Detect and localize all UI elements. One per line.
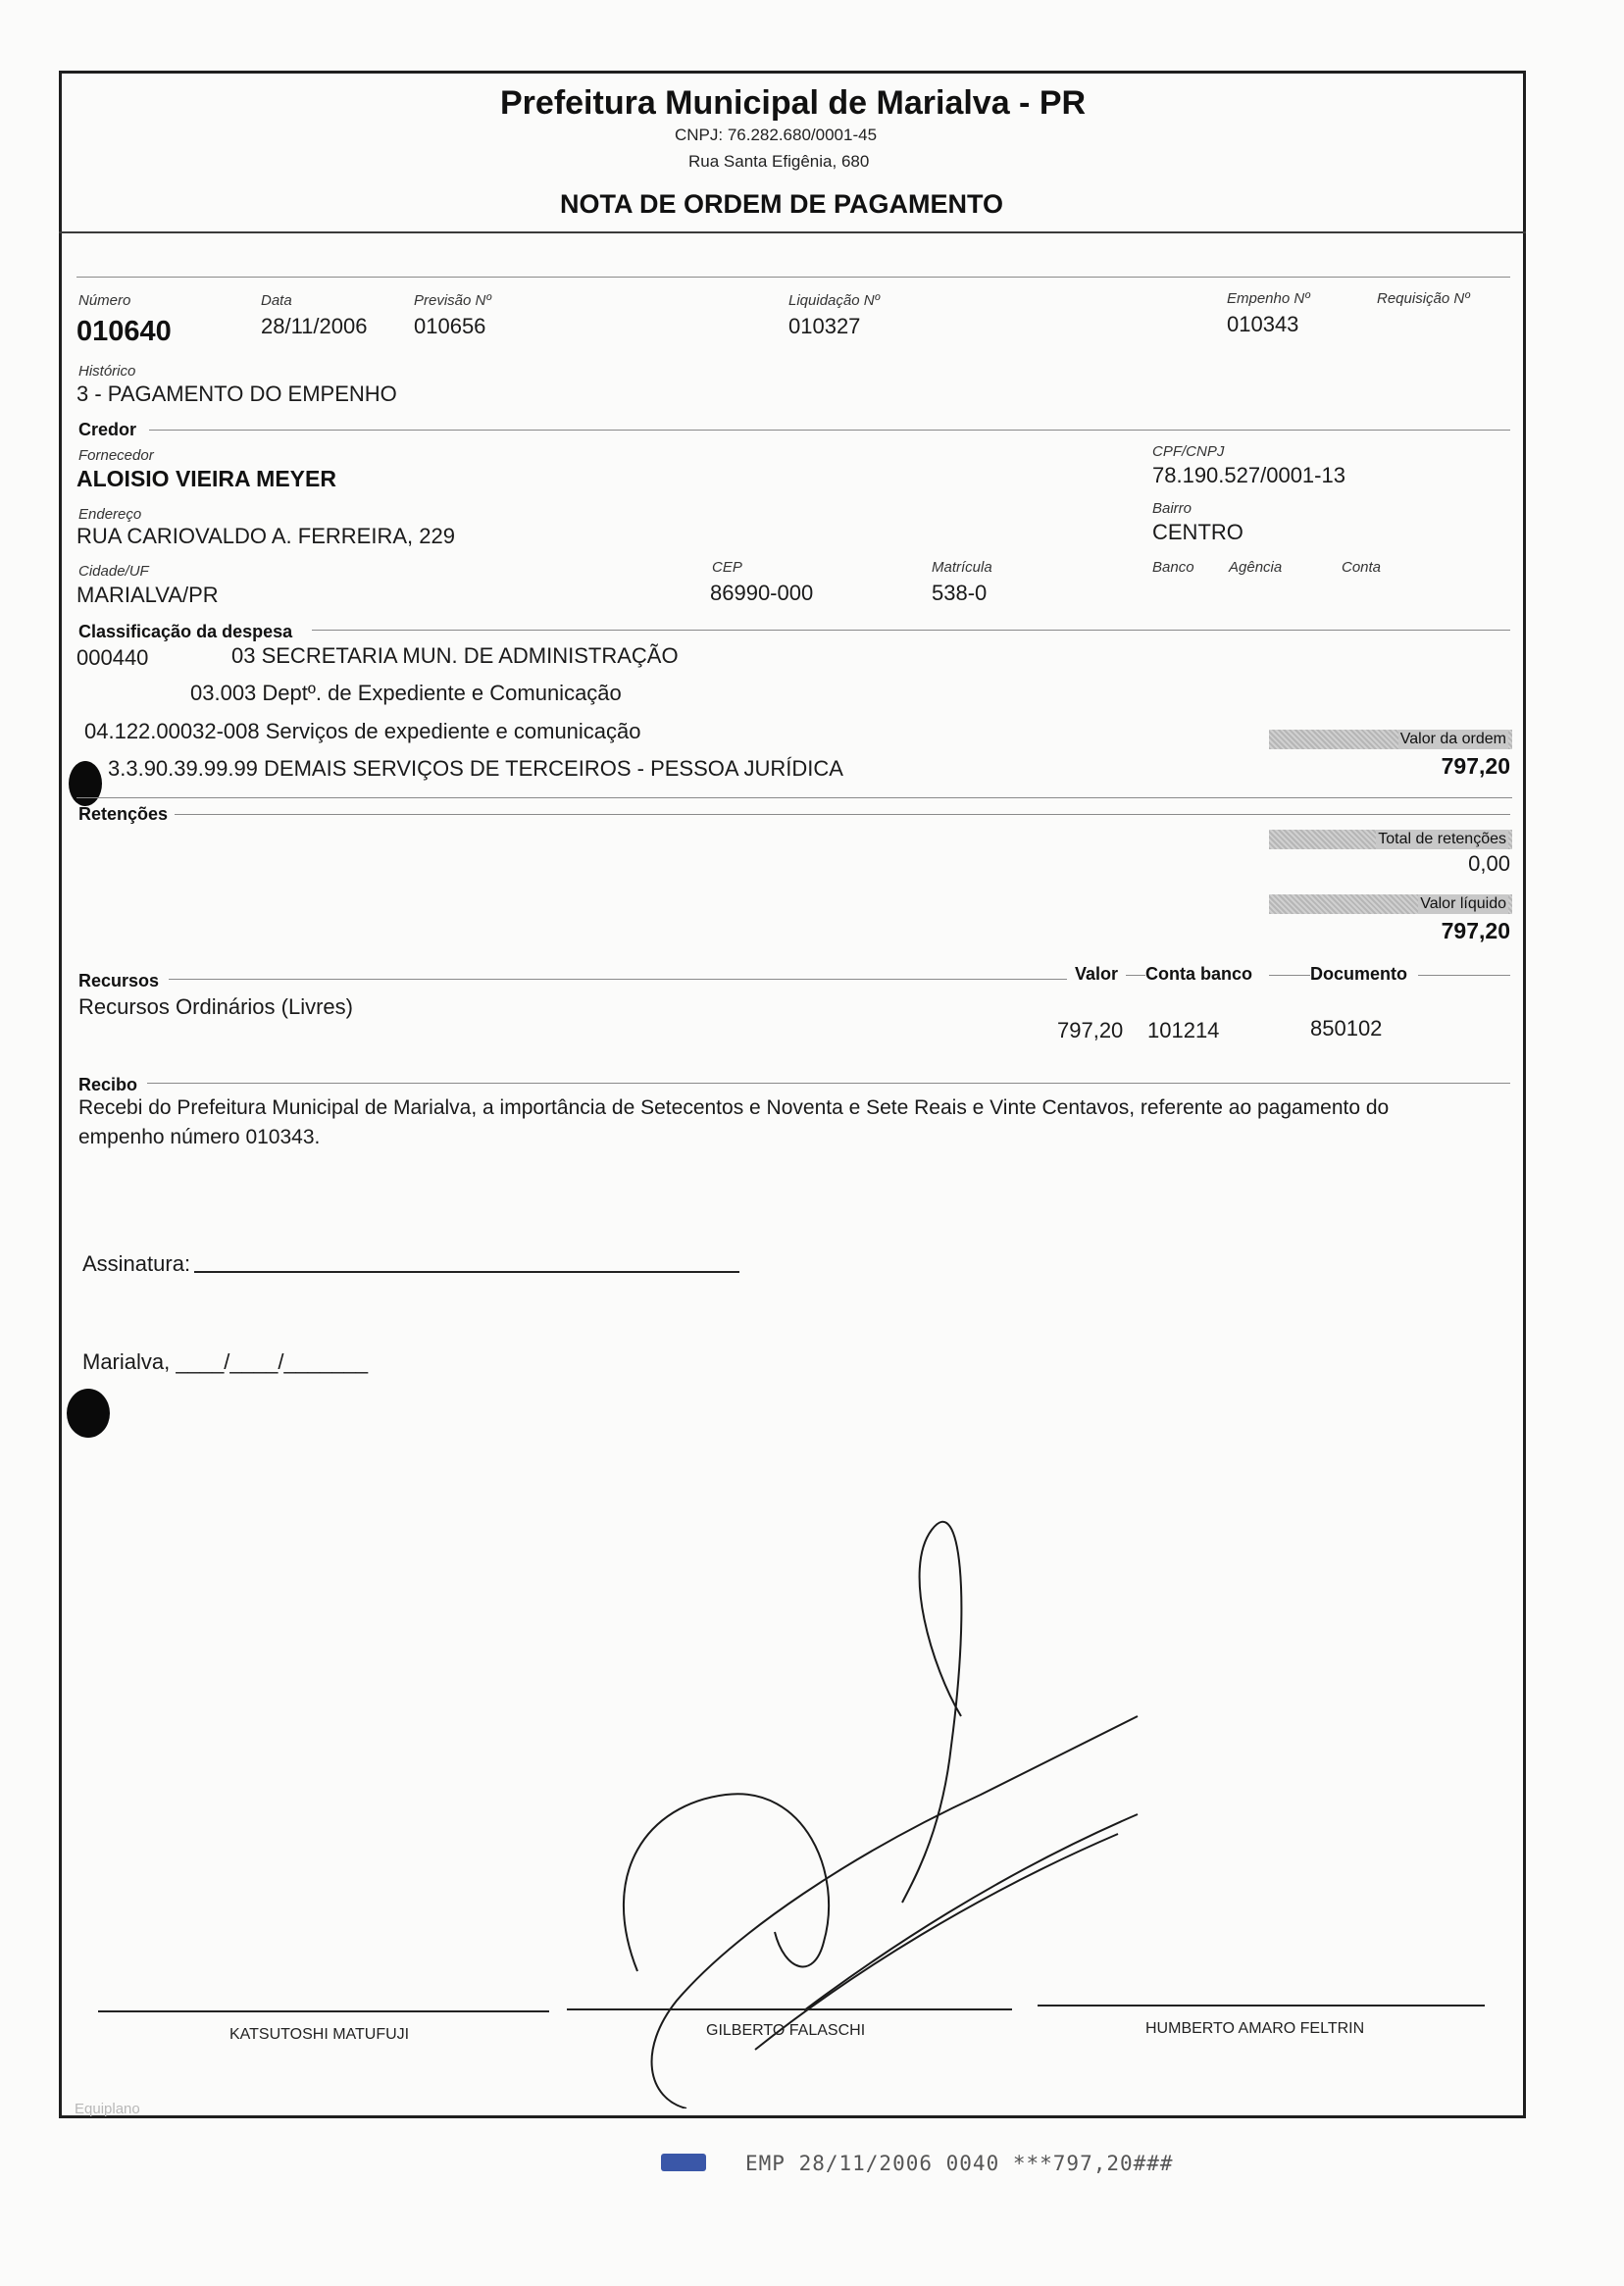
banco-label: Banco <box>1152 559 1194 576</box>
credor-section: Credor <box>78 420 137 439</box>
punch-hole <box>69 761 102 806</box>
software-watermark: Equiplano <box>75 2101 140 2117</box>
recursos-rule-4 <box>1418 975 1510 976</box>
previsao-value: 010656 <box>414 314 486 338</box>
credor-rule <box>149 430 1510 431</box>
classificacao-rule <box>312 630 1510 631</box>
document-title: NOTA DE ORDEM DE PAGAMENTO <box>560 189 1004 219</box>
classificacao-section: Classificação da despesa <box>78 622 293 641</box>
recibo-section: Recibo <box>78 1075 138 1094</box>
recursos-rule <box>169 979 1067 980</box>
valor-liquido-label: Valor líquido <box>1420 895 1506 912</box>
bank-logo-icon <box>661 2154 706 2171</box>
empenho-label: Empenho Nº <box>1227 290 1310 307</box>
classificacao-codigo: 000440 <box>76 645 149 670</box>
valor-liquido-value: 797,20 <box>1441 918 1510 943</box>
cep-label: CEP <box>712 559 742 576</box>
bairro-value: CENTRO <box>1152 520 1243 544</box>
cpf-label: CPF/CNPJ <box>1152 443 1225 460</box>
previsao-label: Previsão Nº <box>414 292 491 309</box>
total-retencoes-label: Total de retenções <box>1378 831 1506 847</box>
liquidacao-label: Liquidação Nº <box>788 292 881 309</box>
recursos-documento: 850102 <box>1310 1016 1383 1041</box>
recursos-rule-3 <box>1269 975 1310 976</box>
signatory-line-right <box>1038 2005 1485 2007</box>
conta-label: Conta <box>1342 559 1382 576</box>
historico-value: 3 - PAGAMENTO DO EMPENHO <box>76 381 397 406</box>
recibo-text-1: Recebi do Prefeitura Municipal de Marialva, a importância de Setecentos e Noventa e Sete Reais e Vinte Centavos, referente ao pagamento do <box>78 1096 1390 1119</box>
numero-label: Número <box>78 292 131 309</box>
endereco-label: Endereço <box>78 506 142 523</box>
agencia-label: Agência <box>1229 559 1283 576</box>
classificacao-orgao: 03 SECRETARIA MUN. DE ADMINISTRAÇÃO <box>231 643 679 668</box>
classificacao-elemento: 3.3.90.39.99.99 DEMAIS SERVIÇOS DE TERCEIROS - PESSOA JURÍDICA <box>108 756 843 781</box>
empenho-value: 010343 <box>1227 312 1299 336</box>
valor-ordem-label: Valor da ordem <box>1399 731 1506 747</box>
signatory-center: GILBERTO FALASCHI <box>706 2022 866 2039</box>
data-value: 28/11/2006 <box>261 314 368 338</box>
recursos-valor: 797,20 <box>1057 1018 1124 1042</box>
cidade-value: MARIALVA/PR <box>76 583 219 607</box>
recursos-rule-2 <box>1126 975 1145 976</box>
recursos-valor-label: Valor <box>1075 964 1119 984</box>
signatory-right: HUMBERTO AMARO FELTRIN <box>1145 2020 1365 2037</box>
municipality-title: Prefeitura Municipal de Marialva - PR <box>500 84 1087 122</box>
recursos-documento-label: Documento <box>1310 964 1407 984</box>
bank-stamp: EMP 28/11/2006 0040 ***797,20### <box>745 2152 1174 2175</box>
cnpj-line: CNPJ: 76.282.680/0001-45 <box>675 126 878 144</box>
punch-hole <box>67 1389 110 1438</box>
retencoes-section: Retenções <box>78 804 169 824</box>
assinatura-line <box>194 1271 739 1273</box>
recursos-section: Recursos <box>78 971 160 991</box>
fornecedor-label: Fornecedor <box>78 447 154 464</box>
endereco-value: RUA CARIOVALDO A. FERREIRA, 229 <box>76 524 455 548</box>
recursos-conta: 101214 <box>1147 1018 1220 1042</box>
recibo-rule <box>147 1083 1510 1084</box>
total-retencoes-bar <box>1269 830 1512 849</box>
assinatura-label: Assinatura: <box>82 1251 191 1276</box>
recursos-descricao: Recursos Ordinários (Livres) <box>78 994 353 1019</box>
total-retencoes-value: 0,00 <box>1468 851 1510 876</box>
cpf-value: 78.190.527/0001-13 <box>1152 463 1345 487</box>
retencoes-rule-top <box>76 797 1512 798</box>
matricula-label: Matrícula <box>932 559 992 576</box>
requisicao-label: Requisição Nº <box>1377 290 1470 307</box>
signatory-line-left <box>98 2010 549 2012</box>
header-divider <box>59 231 1526 233</box>
numero-value: 010640 <box>76 316 172 347</box>
matricula-value: 538-0 <box>932 581 988 605</box>
data-label: Data <box>261 292 292 309</box>
recursos-conta-label: Conta banco <box>1145 964 1253 984</box>
valor-ordem-value: 797,20 <box>1441 753 1510 779</box>
valor-ordem-bar <box>1269 730 1512 749</box>
local-data-line: Marialva, ____/____/_______ <box>82 1349 369 1374</box>
address-line: Rua Santa Efigênia, 680 <box>688 152 870 171</box>
cep-value: 86990-000 <box>710 581 814 605</box>
valor-liquido-bar <box>1269 894 1512 914</box>
retencoes-rule <box>175 814 1510 815</box>
numbers-rule <box>76 277 1510 278</box>
signatory-line-center <box>567 2008 1012 2010</box>
signatory-left: KATSUTOSHI MATUFUJI <box>229 2026 410 2043</box>
liquidacao-value: 010327 <box>788 314 861 338</box>
classificacao-unidade: 03.003 Deptº. de Expediente e Comunicação <box>190 681 622 705</box>
historico-label: Histórico <box>78 363 136 380</box>
bairro-label: Bairro <box>1152 500 1193 517</box>
fornecedor-value: ALOISIO VIEIRA MEYER <box>76 466 336 491</box>
classificacao-funcional: 04.122.00032-008 Serviços de expediente e comunicação <box>84 719 641 743</box>
cidade-label: Cidade/UF <box>78 563 149 580</box>
recibo-text-2: empenho número 010343. <box>78 1126 321 1148</box>
